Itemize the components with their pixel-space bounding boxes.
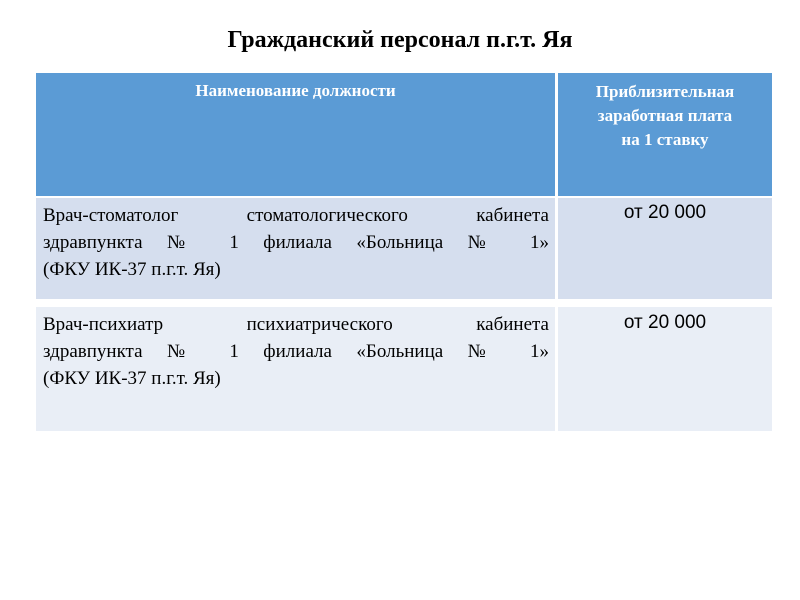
header-salary-line: на 1 ставку xyxy=(621,130,709,149)
header-position: Наименование должности xyxy=(36,73,555,196)
position-text-line: здравпункта № 1 филиала «Больница № 1» xyxy=(43,341,549,362)
position-text-line: здравпункта № 1 филиала «Больница № 1» xyxy=(43,232,549,253)
position-text-line: (ФКУ ИК-37 п.г.т. Яя) xyxy=(43,368,221,389)
table-row-salary: от 20 000 xyxy=(558,198,772,299)
table-row-salary: от 20 000 xyxy=(558,307,772,431)
page-title: Гражданский персонал п.г.т. Яя xyxy=(227,27,573,53)
position-text-line: Врач-стоматолог стоматологического кабинета xyxy=(43,205,549,226)
table-row-position xyxy=(36,307,555,431)
header-salary-line: Приблизительная xyxy=(595,82,735,101)
header-salary-line: заработная плата xyxy=(597,106,733,125)
position-text-line: Врач-психиатр психиатрического кабинета xyxy=(43,314,549,335)
table-row-position xyxy=(36,198,555,299)
header-salary xyxy=(558,73,772,196)
position-text-line: (ФКУ ИК-37 п.г.т. Яя) xyxy=(43,259,221,280)
